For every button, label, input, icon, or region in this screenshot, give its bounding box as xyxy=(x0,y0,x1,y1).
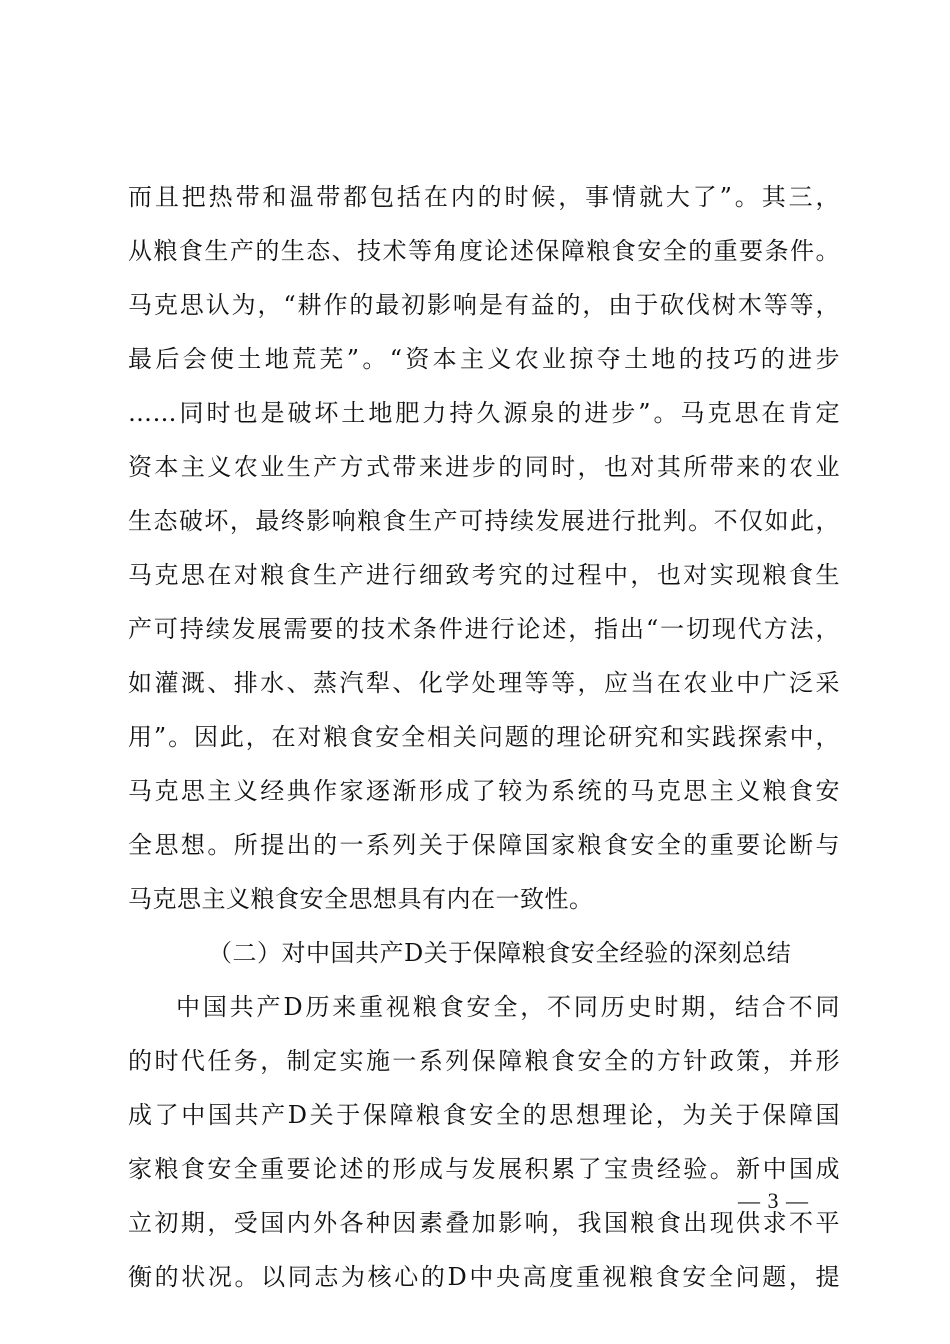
page-number: — 3 — xyxy=(738,1188,809,1213)
paragraph-line: 如灌溉、排水、蒸汽犁、化学处理等等，应当在农业中广泛采 xyxy=(128,669,840,697)
section-heading: （二）对中国共产D关于保障粮食安全经验的深刻总结 xyxy=(208,939,792,967)
paragraph-line: 马克思认为，“耕作的最初影响是有益的，由于砍伐树木等等， xyxy=(128,291,840,319)
body-text xyxy=(128,170,840,1304)
paragraph-line: 的时代任务，制定实施一系列保障粮食安全的方针政策，并形 xyxy=(128,1047,840,1075)
paragraph-line: 从粮食生产的生态、技术等角度论述保障粮食安全的重要条件。 xyxy=(128,237,840,265)
paragraph-line: ……同时也是破坏土地肥力持久源泉的进步”。马克思在肯定 xyxy=(128,399,840,427)
paragraph-line: 马克思在对粮食生产进行细致考究的过程中，也对实现粮食生 xyxy=(128,561,840,589)
paragraph-line: 立初期，受国内外各种因素叠加影响，我国粮食出现供求不平 xyxy=(128,1209,840,1237)
paragraph-line: 中国共产D历来重视粮食安全，不同历史时期，结合不同 xyxy=(176,993,840,1021)
paragraph-line: 最后会使土地荒芜”。“资本主义农业掠夺土地的技巧的进步 xyxy=(128,345,840,373)
paragraph-line: 家粮食安全重要论述的形成与发展积累了宝贵经验。新中国成 xyxy=(128,1155,840,1183)
paragraph-line: 资本主义农业生产方式带来进步的同时，也对其所带来的农业 xyxy=(128,453,840,481)
paragraph-line: 衡的状况。以同志为核心的D中央高度重视粮食安全问题，提 xyxy=(128,1263,840,1291)
paragraph-line: 而且把热带和温带都包括在内的时候，事情就大了”。其三， xyxy=(128,183,840,211)
paragraph-line: 生态破坏，最终影响粮食生产可持续发展进行批判。不仅如此， xyxy=(128,507,840,535)
paragraph-line: 成了中国共产D关于保障粮食安全的思想理论，为关于保障国 xyxy=(128,1101,840,1129)
paragraph-line: 马克思主义粮食安全思想具有内在一致性。 xyxy=(128,885,594,913)
paragraph-line: 全思想。所提出的一系列关于保障国家粮食安全的重要论断与 xyxy=(128,831,840,859)
paragraph-line: 用”。因此，在对粮食安全相关问题的理论研究和实践探索中， xyxy=(128,723,840,751)
paragraph-line: 马克思主义经典作家逐渐形成了较为系统的马克思主义粮食安 xyxy=(128,777,840,805)
paragraph-line: 产可持续发展需要的技术条件进行论述，指出“一切现代方法， xyxy=(128,615,840,643)
